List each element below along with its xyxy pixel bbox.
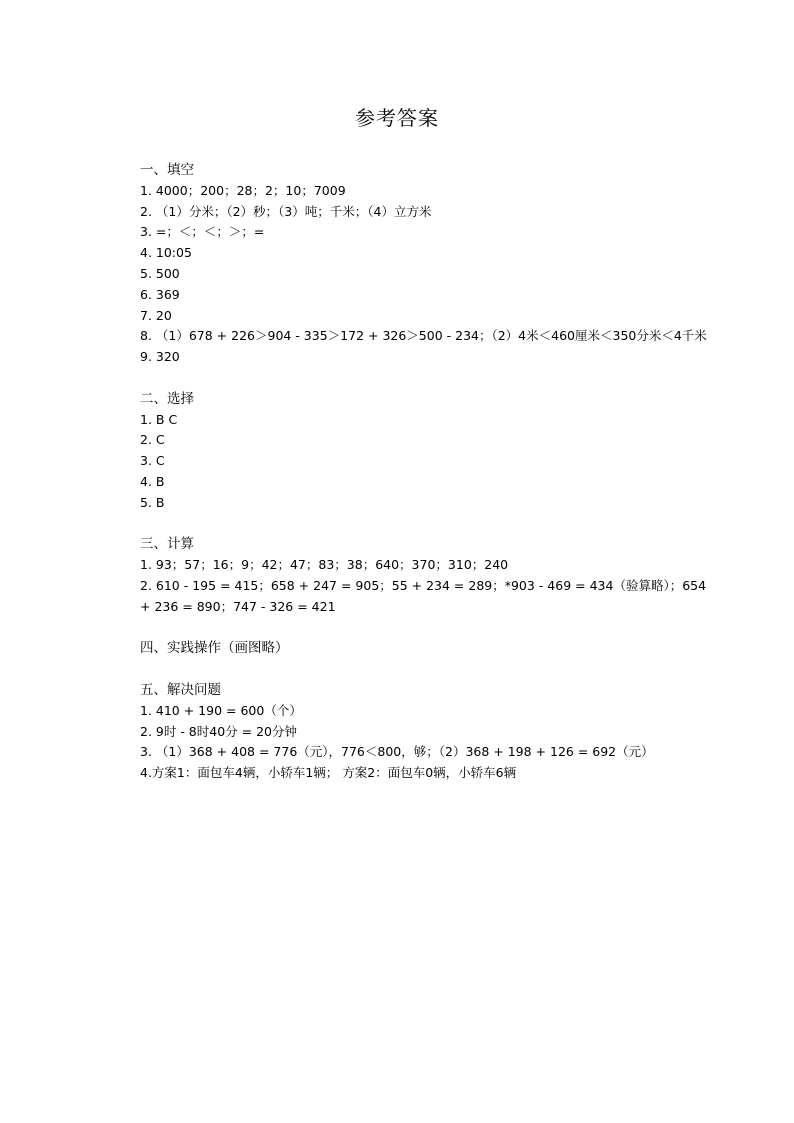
answer-line: 2. C [140, 432, 165, 448]
section-problem-solving [140, 680, 720, 784]
answer-line: 5. B [140, 494, 165, 510]
section-heading: 一、填空 [140, 162, 194, 178]
answer-line: 3. （1）368 + 408 = 776（元），776＜800，够；（2）368 + 198 + 126 = 692（元） [140, 744, 654, 760]
answer-line: 2. （1）分米；（2）秒；（3）吨；千米；（4）立方米 [140, 203, 432, 219]
section-heading: 四、实践操作（画图略） [140, 640, 289, 657]
answer-line: 4.方案1：面包车4辆，小轿车1辆； 方案2：面包车0辆，小轿车6辆 [140, 765, 517, 781]
section-calculation [140, 534, 720, 617]
answer-line: 8. （1）678 + 226＞904 - 335＞172 + 326＞500 - 234；（2）4米＜460厘米＜350分米＜4千米 [140, 328, 707, 344]
answer-line: 5. 500 [140, 265, 180, 281]
section-heading: 五、解决问题 [140, 681, 221, 698]
section-practice [140, 638, 720, 659]
page-title: 参考答案 [355, 106, 439, 130]
answer-line: 3. =；＜；＜；＞；= [140, 224, 265, 240]
answer-line: 6. 369 [140, 286, 180, 302]
section-fill-in [140, 160, 720, 368]
answer-line: 1. 93；57；16；9；42；47；83；38；640；370；310；240 [140, 557, 509, 573]
answer-line: 2. 9时 - 8时40分 = 20分钟 [140, 723, 297, 739]
section-heading: 二、选择 [140, 390, 194, 407]
answer-line: 7. 20 [140, 307, 172, 323]
answer-line: 3. C [140, 453, 165, 469]
answer-line: 4. B [140, 473, 165, 489]
answer-line: 1. 410 + 190 = 600（个） [140, 702, 302, 718]
answer-line: 1. B C [140, 411, 178, 427]
answer-line: 2. 610 - 195 = 415；658 + 247 = 905；55 + 234 = 289；*903 - 469 = 434（验算略）；654 + 236 = 890；747 - 326 = 421 [140, 577, 707, 614]
answer-line: 9. 320 [140, 349, 180, 365]
section-heading: 三、计算 [140, 536, 194, 553]
section-choice [140, 389, 720, 514]
answer-content [140, 160, 720, 784]
answer-line: 1. 4000；200；28；2；10；7009 [140, 182, 346, 198]
answer-line: 4. 10:05 [140, 245, 192, 261]
